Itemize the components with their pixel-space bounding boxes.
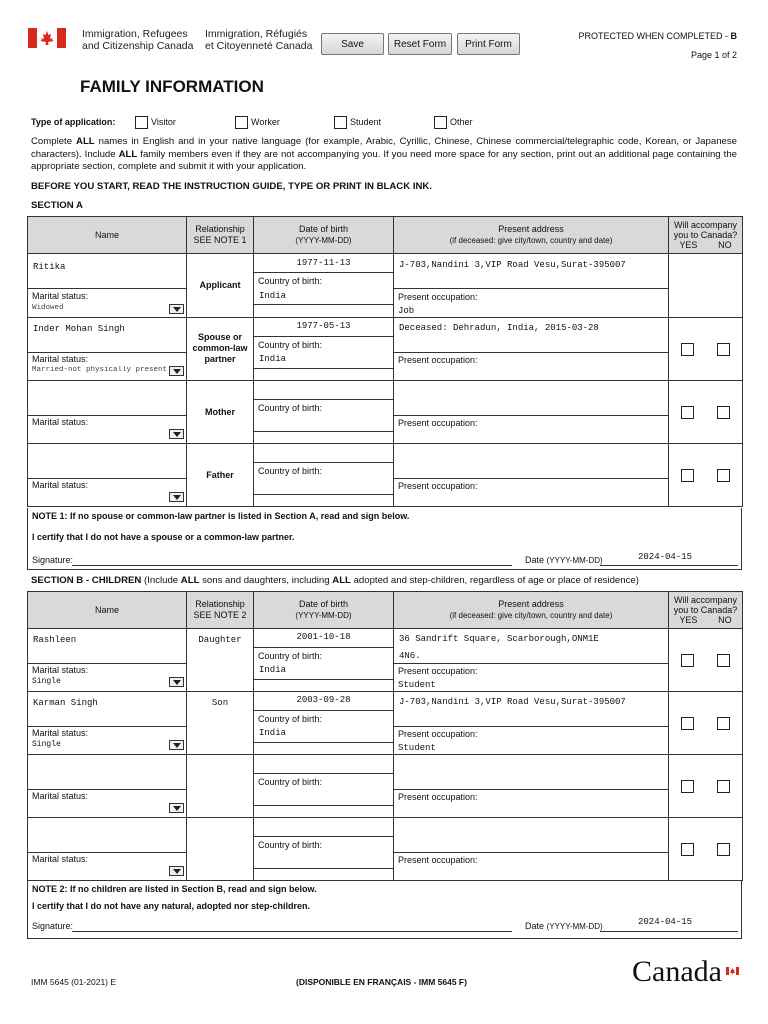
present-occupation-label: Present occupation: [398, 418, 478, 428]
name-cell [28, 692, 187, 755]
section-b-table [27, 591, 743, 881]
header-dob [254, 592, 394, 629]
application-type-label: Type of application: [31, 117, 116, 127]
reset-form-button[interactable]: Reset Form [388, 33, 452, 55]
relationship-text: Spouse or common-law partner [192, 332, 248, 364]
present-occupation-input[interactable]: Student [398, 680, 436, 690]
signature-line[interactable] [72, 565, 512, 566]
dob-input[interactable]: 1977-05-13 [296, 321, 351, 331]
table-row [28, 692, 743, 755]
visitor-checkbox[interactable] [135, 116, 148, 129]
table-row [28, 381, 743, 444]
country-of-birth-label: Country of birth: [258, 714, 323, 724]
address-cell [394, 381, 669, 444]
name-input[interactable]: Ritika [33, 262, 66, 272]
header-name [28, 217, 187, 254]
header-accompany [669, 592, 743, 629]
accompany-no-checkbox[interactable] [717, 469, 730, 482]
dob-cell [254, 818, 394, 881]
accompany-yes-checkbox[interactable] [681, 654, 694, 667]
name-cell [28, 254, 187, 318]
header-dob-format: (YYYY-MM-DD) [295, 611, 352, 620]
marital-status-select[interactable]: Married-not physically present [32, 366, 168, 374]
page-indicator: Page 1 of 2 [690, 50, 737, 60]
country-of-birth-input[interactable]: India [259, 354, 287, 364]
address-input[interactable]: J-703,Nandini 3,VIP Road Vesu,Surat-395007 [399, 260, 626, 270]
header-relationship [187, 592, 254, 629]
dob-input[interactable]: 1977-11-13 [296, 258, 351, 268]
present-occupation-label: Present occupation: [398, 355, 478, 365]
country-of-birth-label: Country of birth: [258, 340, 323, 350]
dept-fr-line1: Immigration, Réfugiés [205, 28, 308, 40]
relationship-cell [187, 444, 254, 507]
page-title: FAMILY INFORMATION [80, 77, 264, 96]
accompany-cell [669, 254, 743, 318]
country-of-birth-input[interactable]: India [259, 665, 287, 675]
header-address-text: Present address [498, 599, 564, 609]
accompany-cell [669, 318, 743, 381]
table-row [28, 254, 743, 318]
address-cell [394, 629, 669, 692]
dept-en-line2: and Citizenship Canada [82, 40, 194, 52]
present-occupation-label: Present occupation: [398, 792, 478, 802]
french-availability: (DISPONIBLE EN FRANÇAIS - IMM 5645 F) [296, 977, 467, 987]
name-cell [28, 755, 187, 818]
relationship-text: Mother [205, 407, 235, 417]
section-a-header-row [28, 217, 743, 254]
relationship-cell [187, 755, 254, 818]
country-of-birth-label: Country of birth: [258, 466, 323, 476]
section-a-table [27, 216, 743, 507]
visitor-label: Visitor [151, 117, 176, 127]
dob-cell [254, 755, 394, 818]
other-label: Other [450, 117, 473, 127]
header-address-sub: (if deceased: give city/town, country and date) [449, 236, 613, 245]
table-row [28, 444, 743, 507]
note2-date-input[interactable]: 2024-04-15 [638, 917, 693, 927]
relationship-cell [187, 818, 254, 881]
chevron-down-icon[interactable] [169, 803, 184, 813]
dob-cell [254, 692, 394, 755]
name-input[interactable]: Karman Singh [33, 698, 98, 708]
accompany-no-checkbox[interactable] [717, 780, 730, 793]
table-row [28, 755, 743, 818]
present-occupation-label: Present occupation: [398, 481, 478, 491]
country-of-birth-label: Country of birth: [258, 840, 323, 850]
worker-label: Worker [251, 117, 280, 127]
section-b-header-row [28, 592, 743, 629]
signature-label: Signature: [32, 921, 74, 931]
signature-line[interactable] [72, 931, 512, 932]
accompany-no-checkbox[interactable] [717, 654, 730, 667]
accompany-yes-checkbox[interactable] [681, 406, 694, 419]
marital-status-label: Marital status: [32, 791, 89, 801]
address-input[interactable]: J-703,Nandini 3,VIP Road Vesu,Surat-395007 [399, 697, 626, 707]
name-cell [28, 444, 187, 507]
note2-box [27, 881, 742, 939]
section-b-sub-b: sons and daughters, including [199, 575, 333, 586]
name-input[interactable]: Rashleen [33, 635, 77, 645]
accompany-cell [669, 692, 743, 755]
chevron-down-icon[interactable] [169, 429, 184, 439]
before-start-notice: BEFORE YOU START, READ THE INSTRUCTION GUIDE, TYPE OR PRINT IN BLACK INK. [31, 181, 433, 192]
instr-all1: ALL [76, 136, 95, 147]
relationship-text: Applicant [199, 280, 241, 290]
accompany-cell [669, 629, 743, 692]
dob-cell [254, 318, 394, 381]
section-b-title [31, 575, 639, 586]
marital-status-label: Marital status: [32, 665, 89, 675]
marital-status-label: Marital status: [32, 354, 89, 364]
header-see-note1: SEE NOTE 1 [193, 235, 247, 245]
accompany-cell [669, 818, 743, 881]
marital-status-select[interactable]: Widowed [32, 304, 64, 312]
note2-certify: I certify that I do not have any natural, adopted nor step-children. [32, 901, 311, 911]
chevron-down-icon[interactable] [169, 866, 184, 876]
note1-date-input[interactable]: 2024-04-15 [638, 552, 693, 562]
header-yes: YES [679, 615, 698, 625]
accompany-cell [669, 381, 743, 444]
protected-level: B [730, 31, 737, 41]
dob-cell [254, 381, 394, 444]
name-cell [28, 381, 187, 444]
note1-box [27, 508, 742, 570]
accompany-yes-checkbox[interactable] [681, 469, 694, 482]
save-button[interactable]: Save [321, 33, 384, 55]
address-cell [394, 254, 669, 318]
header-accompany-2: you to Canada? [673, 230, 738, 240]
header-address-text: Present address [498, 224, 564, 234]
relationship-input[interactable]: Son [211, 698, 229, 708]
header-address [394, 217, 669, 254]
section-b-sub-a: (Include [141, 575, 181, 586]
section-b-sub-c: adopted and step-children, regardless of age or place of residence) [350, 575, 639, 586]
header-accompany [669, 217, 743, 254]
protected-text: PROTECTED WHEN COMPLETED - [578, 31, 728, 41]
header-name [28, 592, 187, 629]
header-dob [254, 217, 394, 254]
instr-all2: ALL [118, 148, 138, 160]
present-occupation-label: Present occupation: [398, 666, 478, 676]
date-label-text: Date [525, 921, 545, 931]
country-of-birth-input[interactable]: India [259, 728, 287, 738]
table-row [28, 629, 743, 692]
date-line [600, 931, 738, 932]
relationship-input[interactable]: Daughter [198, 635, 242, 645]
print-form-button[interactable]: Print Form [457, 33, 520, 55]
relationship-cell [187, 629, 254, 692]
date-label [525, 555, 603, 565]
accompany-cell [669, 755, 743, 818]
instr-part3: family members even if they are not accompanying you. If you need more space for any section, print out an additional page containing the appropriate section, complete and submit it with your application. [31, 148, 737, 172]
section-b-title-text: SECTION B - CHILDREN [31, 575, 142, 586]
chevron-down-icon[interactable] [169, 366, 184, 376]
note1-certify: I certify that I do not have a spouse or a common-law partner. [32, 532, 295, 542]
header-relationship [187, 217, 254, 254]
header-yes: YES [679, 240, 698, 250]
dept-en-line1: Immigration, Refugees [82, 28, 188, 40]
canada-flag-icon [28, 28, 66, 48]
present-occupation-input[interactable]: Student [398, 743, 436, 753]
relationship-cell [187, 381, 254, 444]
marital-status-label: Marital status: [32, 417, 89, 427]
country-of-birth-label: Country of birth: [258, 777, 323, 787]
instructions-paragraph [31, 136, 737, 174]
header-name-text: Name [94, 604, 119, 615]
date-line [600, 565, 738, 566]
relationship-cell [187, 254, 254, 318]
worker-checkbox[interactable] [235, 116, 248, 129]
header-dob-text: Date of birth [298, 599, 349, 609]
section-a-title: SECTION A [31, 200, 83, 211]
dept-fr-line2: et Citoyenneté Canada [205, 40, 313, 52]
header-accompany-1: Will accompany [673, 220, 738, 230]
address-input[interactable]: 36 Sandrift Square, Scarborough,ONM1E [399, 634, 599, 644]
marital-status-select[interactable]: Single [32, 677, 61, 686]
present-occupation-label: Present occupation: [398, 292, 478, 302]
marital-status-label: Marital status: [32, 728, 89, 738]
accompany-yes-checkbox[interactable] [681, 343, 694, 356]
address-cell [394, 755, 669, 818]
canada-wordmark: Canada [632, 955, 722, 988]
relationship-cell [187, 318, 254, 381]
accompany-no-checkbox[interactable] [717, 843, 730, 856]
chevron-down-icon[interactable] [169, 492, 184, 502]
dob-cell [254, 444, 394, 507]
student-label: Student [350, 117, 382, 127]
present-occupation-label: Present occupation: [398, 729, 478, 739]
marital-status-label: Marital status: [32, 480, 89, 490]
country-of-birth-label: Country of birth: [258, 403, 323, 413]
marital-status-label: Marital status: [32, 291, 89, 301]
accompany-no-checkbox[interactable] [717, 343, 730, 356]
name-cell [28, 318, 187, 381]
country-of-birth-label: Country of birth: [258, 651, 323, 661]
header-address [394, 592, 669, 629]
dob-cell [254, 254, 394, 318]
instr-part1: Complete [31, 136, 77, 147]
protected-label [578, 31, 737, 41]
name-input[interactable]: Inder Mohan Singh [33, 324, 125, 334]
relationship-cell [187, 692, 254, 755]
dob-input[interactable]: 2001-10-18 [296, 632, 351, 642]
department-name-en [82, 28, 194, 52]
address-input-line2[interactable]: 4N6. [399, 651, 421, 661]
header-accompany-2: you to Canada? [673, 605, 738, 615]
note1-text: NOTE 1: If no spouse or common-law partner is listed in Section A, read and sign below. [32, 511, 410, 521]
header-dob-format: (YYYY-MM-DD) [295, 236, 352, 245]
header-dob-text: Date of birth [298, 224, 349, 234]
accompany-yes-checkbox[interactable] [681, 717, 694, 730]
marital-status-label: Marital status: [32, 854, 89, 864]
signature-label: Signature: [32, 555, 74, 565]
header-accompany-1: Will accompany [673, 595, 738, 605]
relationship-text: Father [206, 470, 234, 480]
chevron-down-icon[interactable] [169, 740, 184, 750]
department-name-fr [205, 28, 312, 52]
section-b-all1: ALL [180, 575, 200, 586]
form-id: IMM 5645 (01-2021) E [31, 977, 117, 987]
header-relationship-text: Relationship [195, 599, 245, 609]
name-cell [28, 818, 187, 881]
header-no: NO [718, 615, 732, 625]
date-format: (YYYY-MM-DD) [546, 556, 603, 565]
date-format: (YYYY-MM-DD) [546, 922, 603, 931]
header-no: NO [718, 240, 732, 250]
accompany-yes-checkbox[interactable] [681, 780, 694, 793]
date-label-text: Date [525, 555, 545, 565]
header-relationship-text: Relationship [195, 224, 245, 234]
header-address-sub: (if deceased: give city/town, country and date) [449, 611, 613, 620]
dob-cell [254, 629, 394, 692]
table-row [28, 818, 743, 881]
header-name-text: Name [94, 229, 119, 240]
header-see-note2: SEE NOTE 2 [193, 610, 247, 620]
country-of-birth-input[interactable]: India [259, 291, 287, 301]
dob-input[interactable]: 2003-09-28 [296, 695, 351, 705]
note2-text: NOTE 2: If no children are listed in Section B, read and sign below. [32, 884, 317, 894]
marital-status-select[interactable]: Single [32, 740, 61, 749]
address-cell [394, 818, 669, 881]
other-checkbox[interactable] [434, 116, 447, 129]
name-cell [28, 629, 187, 692]
address-input[interactable]: Deceased: Dehradun, India, 2015-03-28 [399, 323, 599, 333]
address-cell [394, 318, 669, 381]
present-occupation-input[interactable]: Job [398, 306, 415, 316]
present-occupation-label: Present occupation: [398, 855, 478, 865]
date-label [525, 921, 603, 931]
address-cell [394, 444, 669, 507]
accompany-yes-checkbox[interactable] [681, 843, 694, 856]
section-b-all2: ALL [332, 575, 351, 586]
chevron-down-icon[interactable] [169, 304, 184, 314]
chevron-down-icon[interactable] [169, 677, 184, 687]
table-row [28, 318, 743, 381]
accompany-no-checkbox[interactable] [717, 406, 730, 419]
instr-part2: names in English and in your native language (for example, Arabic, Cyrillic, Chinese, Chinese commercial/telegraphic code, Korean, or Japanese characters). Include [31, 136, 737, 160]
student-checkbox[interactable] [334, 116, 347, 129]
address-cell [394, 692, 669, 755]
country-of-birth-label: Country of birth: [258, 276, 323, 286]
accompany-cell [669, 444, 743, 507]
wordmark-flag-icon [726, 962, 739, 970]
accompany-no-checkbox[interactable] [717, 717, 730, 730]
